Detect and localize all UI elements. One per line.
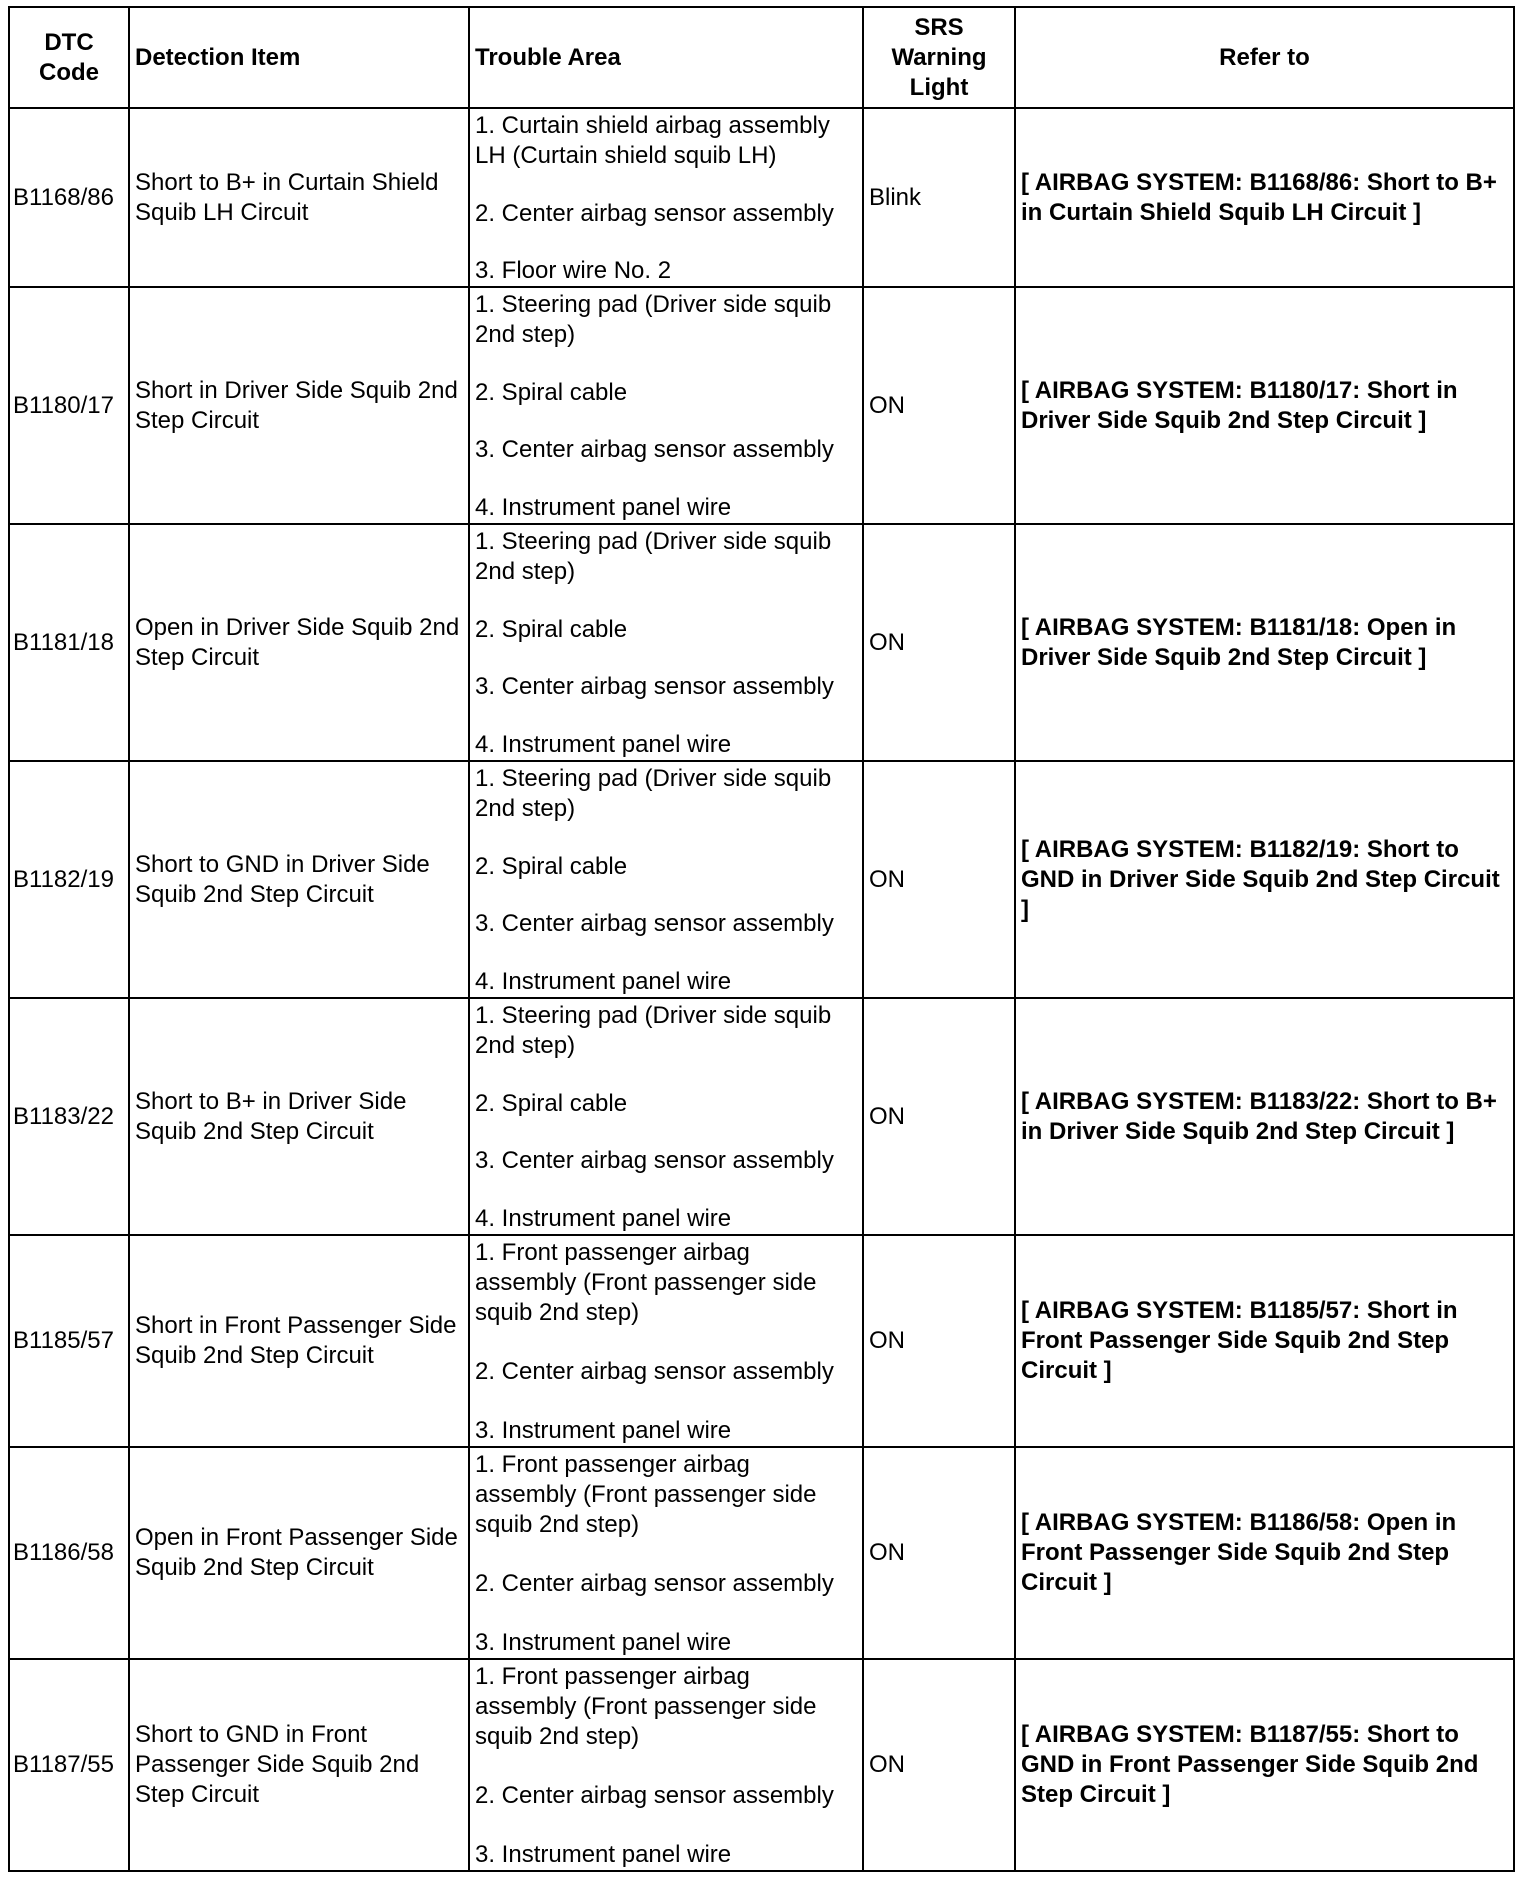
refer-to-cell: [ AIRBAG SYSTEM: B1187/55: Short to GND in Front Passenger Side Squib 2nd Step Circuit ] xyxy=(1015,1659,1514,1871)
dtc-code-cell: B1185/57 xyxy=(9,1235,129,1447)
refer-to-cell: [ AIRBAG SYSTEM: B1183/22: Short to B+ in Driver Side Squib 2nd Step Circuit ] xyxy=(1015,998,1514,1235)
trouble-area-item: 4. Instrument panel wire xyxy=(475,730,732,758)
dtc-code-cell: B1180/17 xyxy=(9,287,129,524)
trouble-area-list xyxy=(475,1238,857,1446)
trouble-area-item: 4. Instrument panel wire xyxy=(475,1204,732,1232)
trouble-area-list xyxy=(475,527,857,760)
trouble-area-item: 1. Front passenger airbag assembly (Front passenger side squib 2nd step) xyxy=(475,1239,817,1326)
trouble-area-item: 2. Spiral cable xyxy=(475,852,628,880)
table-row xyxy=(9,1447,1514,1659)
srs-warning-light-cell: ON xyxy=(863,287,1015,524)
table-row xyxy=(9,524,1514,761)
srs-warning-light-cell: ON xyxy=(863,761,1015,998)
refer-to-cell: [ AIRBAG SYSTEM: B1168/86: Short to B+ in Curtain Shield Squib LH Circuit ] xyxy=(1015,108,1514,287)
trouble-area-list xyxy=(475,764,857,997)
trouble-area-cell xyxy=(469,287,863,524)
header-detection-item: Detection Item xyxy=(129,7,469,108)
detection-item-cell: Open in Front Passenger Side Squib 2nd Step Circuit xyxy=(129,1447,469,1659)
dtc-table xyxy=(8,6,1515,1872)
srs-warning-light-cell: Blink xyxy=(863,108,1015,287)
dtc-code-cell: B1181/18 xyxy=(9,524,129,761)
trouble-area-item: 2. Spiral cable xyxy=(475,615,628,643)
detection-item-cell: Short to GND in Front Passenger Side Squib 2nd Step Circuit xyxy=(129,1659,469,1871)
trouble-area-list xyxy=(475,1450,857,1658)
header-dtc-code: DTC Code xyxy=(9,7,129,108)
trouble-area-item: 3. Center airbag sensor assembly xyxy=(475,436,834,464)
trouble-area-item: 1. Steering pad (Driver side squib 2nd step) xyxy=(475,765,832,822)
table-row xyxy=(9,108,1514,287)
trouble-area-item: 1. Steering pad (Driver side squib 2nd step) xyxy=(475,291,832,348)
refer-to-cell: [ AIRBAG SYSTEM: B1180/17: Short in Driver Side Squib 2nd Step Circuit ] xyxy=(1015,287,1514,524)
trouble-area-item: 3. Instrument panel wire xyxy=(475,1841,732,1868)
detection-item-cell: Short in Driver Side Squib 2nd Step Circuit xyxy=(129,287,469,524)
trouble-area-item: 4. Instrument panel wire xyxy=(475,967,732,995)
dtc-table-container xyxy=(8,6,1513,1872)
trouble-area-list xyxy=(475,1001,857,1234)
trouble-area-cell xyxy=(469,1235,863,1447)
trouble-area-item: 3. Center airbag sensor assembly xyxy=(475,1147,834,1175)
trouble-area-cell xyxy=(469,108,863,287)
trouble-area-item: 2. Spiral cable xyxy=(475,1089,628,1117)
table-row xyxy=(9,1659,1514,1871)
srs-warning-light-cell: ON xyxy=(863,1235,1015,1447)
trouble-area-item: 4. Instrument panel wire xyxy=(475,493,732,521)
trouble-area-item: 2. Center airbag sensor assembly xyxy=(475,1358,834,1385)
detection-item-cell: Short in Front Passenger Side Squib 2nd Step Circuit xyxy=(129,1235,469,1447)
detection-item-cell: Short to GND in Driver Side Squib 2nd Step Circuit xyxy=(129,761,469,998)
trouble-area-item: 2. Center airbag sensor assembly xyxy=(475,199,834,227)
table-row xyxy=(9,287,1514,524)
srs-warning-light-cell: ON xyxy=(863,1659,1015,1871)
trouble-area-item: 3. Instrument panel wire xyxy=(475,1417,732,1444)
detection-item-cell: Short to B+ in Curtain Shield Squib LH Circuit xyxy=(129,108,469,287)
trouble-area-item: 2. Center airbag sensor assembly xyxy=(475,1570,834,1597)
table-body xyxy=(9,108,1514,1871)
trouble-area-item: 2. Spiral cable xyxy=(475,378,628,406)
refer-to-cell: [ AIRBAG SYSTEM: B1185/57: Short in Front Passenger Side Squib 2nd Step Circuit ] xyxy=(1015,1235,1514,1447)
trouble-area-item: 2. Center airbag sensor assembly xyxy=(475,1782,834,1809)
srs-warning-light-cell: ON xyxy=(863,998,1015,1235)
trouble-area-cell xyxy=(469,1447,863,1659)
table-header-row xyxy=(9,7,1514,108)
dtc-code-cell: B1182/19 xyxy=(9,761,129,998)
trouble-area-list xyxy=(475,1662,857,1870)
table-row xyxy=(9,1235,1514,1447)
header-srs-warning-light: SRS Warning Light xyxy=(863,7,1015,108)
trouble-area-item: 1. Front passenger airbag assembly (Front passenger side squib 2nd step) xyxy=(475,1663,817,1750)
dtc-code-cell: B1187/55 xyxy=(9,1659,129,1871)
header-trouble-area: Trouble Area xyxy=(469,7,863,108)
dtc-code-cell: B1168/86 xyxy=(9,108,129,287)
trouble-area-cell xyxy=(469,524,863,761)
detection-item-cell: Open in Driver Side Squib 2nd Step Circuit xyxy=(129,524,469,761)
refer-to-cell: [ AIRBAG SYSTEM: B1181/18: Open in Driver Side Squib 2nd Step Circuit ] xyxy=(1015,524,1514,761)
trouble-area-item: 1. Front passenger airbag assembly (Front passenger side squib 2nd step) xyxy=(475,1451,817,1538)
trouble-area-item: 1. Steering pad (Driver side squib 2nd step) xyxy=(475,1002,832,1059)
refer-to-cell: [ AIRBAG SYSTEM: B1182/19: Short to GND in Driver Side Squib 2nd Step Circuit ] xyxy=(1015,761,1514,998)
detection-item-cell: Short to B+ in Driver Side Squib 2nd Step Circuit xyxy=(129,998,469,1235)
trouble-area-cell xyxy=(469,998,863,1235)
trouble-area-item: 3. Center airbag sensor assembly xyxy=(475,673,834,701)
trouble-area-list xyxy=(475,290,857,523)
dtc-code-cell: B1186/58 xyxy=(9,1447,129,1659)
trouble-area-cell xyxy=(469,761,863,998)
trouble-area-list xyxy=(475,111,857,286)
trouble-area-item: 1. Steering pad (Driver side squib 2nd step) xyxy=(475,528,832,585)
trouble-area-cell xyxy=(469,1659,863,1871)
header-refer-to: Refer to xyxy=(1015,7,1514,108)
dtc-code-cell: B1183/22 xyxy=(9,998,129,1235)
trouble-area-item: 3. Floor wire No. 2 xyxy=(475,257,672,284)
refer-to-cell: [ AIRBAG SYSTEM: B1186/58: Open in Front Passenger Side Squib 2nd Step Circuit ] xyxy=(1015,1447,1514,1659)
table-row xyxy=(9,998,1514,1235)
trouble-area-item: 3. Instrument panel wire xyxy=(475,1629,732,1656)
trouble-area-item: 3. Center airbag sensor assembly xyxy=(475,910,834,938)
srs-warning-light-cell: ON xyxy=(863,1447,1015,1659)
table-row xyxy=(9,761,1514,998)
srs-warning-light-cell: ON xyxy=(863,524,1015,761)
trouble-area-item: 1. Curtain shield airbag assembly LH (Curtain shield squib LH) xyxy=(475,112,830,169)
